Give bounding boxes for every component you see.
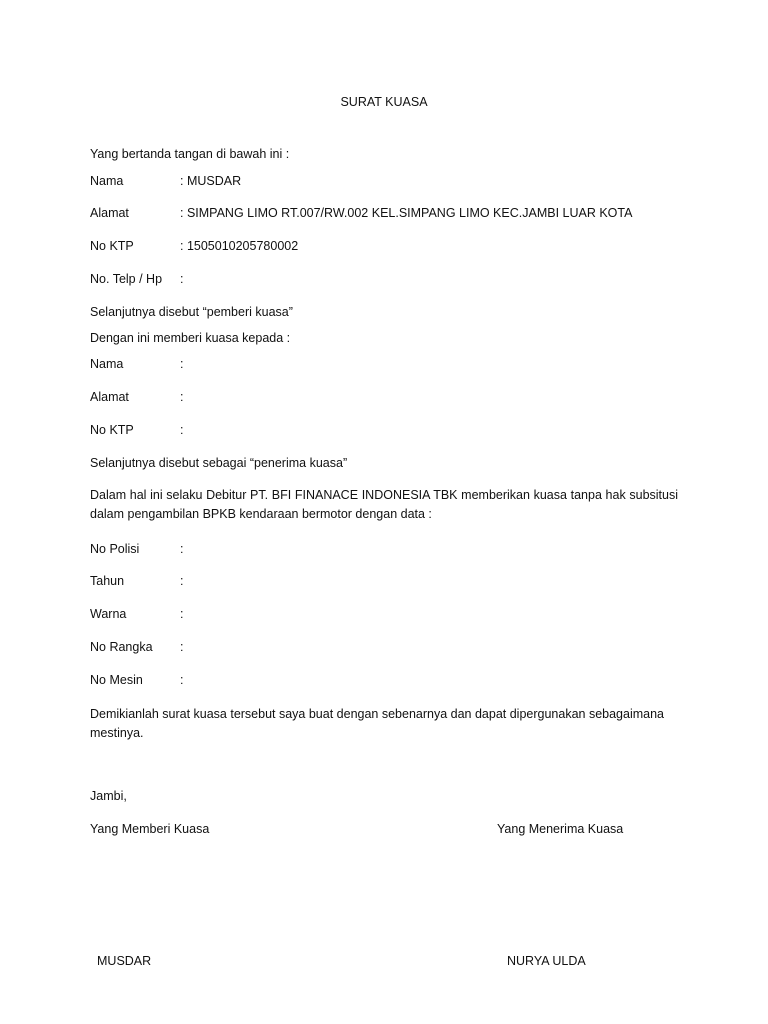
document-title: SURAT KUASA <box>340 95 428 109</box>
giver-phone-label: No. Telp / Hp <box>90 272 163 286</box>
giver-signature-label: Yang Memberi Kuasa <box>90 822 210 836</box>
giver-ktp-label: No KTP <box>90 239 134 253</box>
receiver-address-value: : <box>180 390 184 404</box>
place-date: Jambi, <box>90 789 127 803</box>
intro-text: Yang bertanda tangan di bawah ini : <box>90 147 290 161</box>
vehicle-engine-label: No Mesin <box>90 673 143 687</box>
vehicle-year-value: : <box>180 574 184 588</box>
receiver-name-label: Nama <box>90 357 124 371</box>
purpose-paragraph: Dalam hal ini selaku Debitur PT. BFI FINANACE INDONESIA TBK memberikan kuasa tanpa hak subsitusi dalam pengambilan BPKB kendaraan bermotor dengan data : <box>90 488 678 521</box>
vehicle-plate-label: No Polisi <box>90 542 140 556</box>
vehicle-chassis-value: : <box>180 640 184 654</box>
grant-intro: Dengan ini memberi kuasa kepada : <box>90 331 291 345</box>
receiver-ktp-value: : <box>180 423 184 437</box>
receiver-address-label: Alamat <box>90 390 129 404</box>
vehicle-plate-value: : <box>180 542 184 556</box>
vehicle-year-label: Tahun <box>90 574 125 588</box>
vehicle-color-value: : <box>180 607 184 621</box>
vehicle-chassis-label: No Rangka <box>90 640 153 654</box>
receiver-ktp-label: No KTP <box>90 423 134 437</box>
receiver-signature-label: Yang Menerima Kuasa <box>497 822 624 836</box>
giver-ktp-value: : 1505010205780002 <box>180 239 299 253</box>
giver-address-label: Alamat <box>90 206 129 220</box>
giver-note: Selanjutnya disebut “pemberi kuasa” <box>90 305 293 319</box>
giver-address-value: : SIMPANG LIMO RT.007/RW.002 KEL.SIMPANG LIMO KEC.JAMBI LUAR KOTA <box>180 206 633 220</box>
giver-signature-name: MUSDAR <box>97 954 152 968</box>
giver-name-label: Nama <box>90 174 124 188</box>
closing-paragraph: Demikianlah surat kuasa tersebut saya buat dengan sebenarnya dan dapat dipergunakan sebagaimana mestinya. <box>90 707 665 740</box>
receiver-note: Selanjutnya disebut sebagai “penerima kuasa” <box>90 456 348 470</box>
giver-name-value: : MUSDAR <box>180 174 242 188</box>
receiver-signature-name: NURYA ULDA <box>507 954 586 968</box>
receiver-name-value: : <box>180 357 184 371</box>
vehicle-color-label: Warna <box>90 607 127 621</box>
giver-phone-value: : <box>180 272 184 286</box>
vehicle-engine-value: : <box>180 673 184 687</box>
